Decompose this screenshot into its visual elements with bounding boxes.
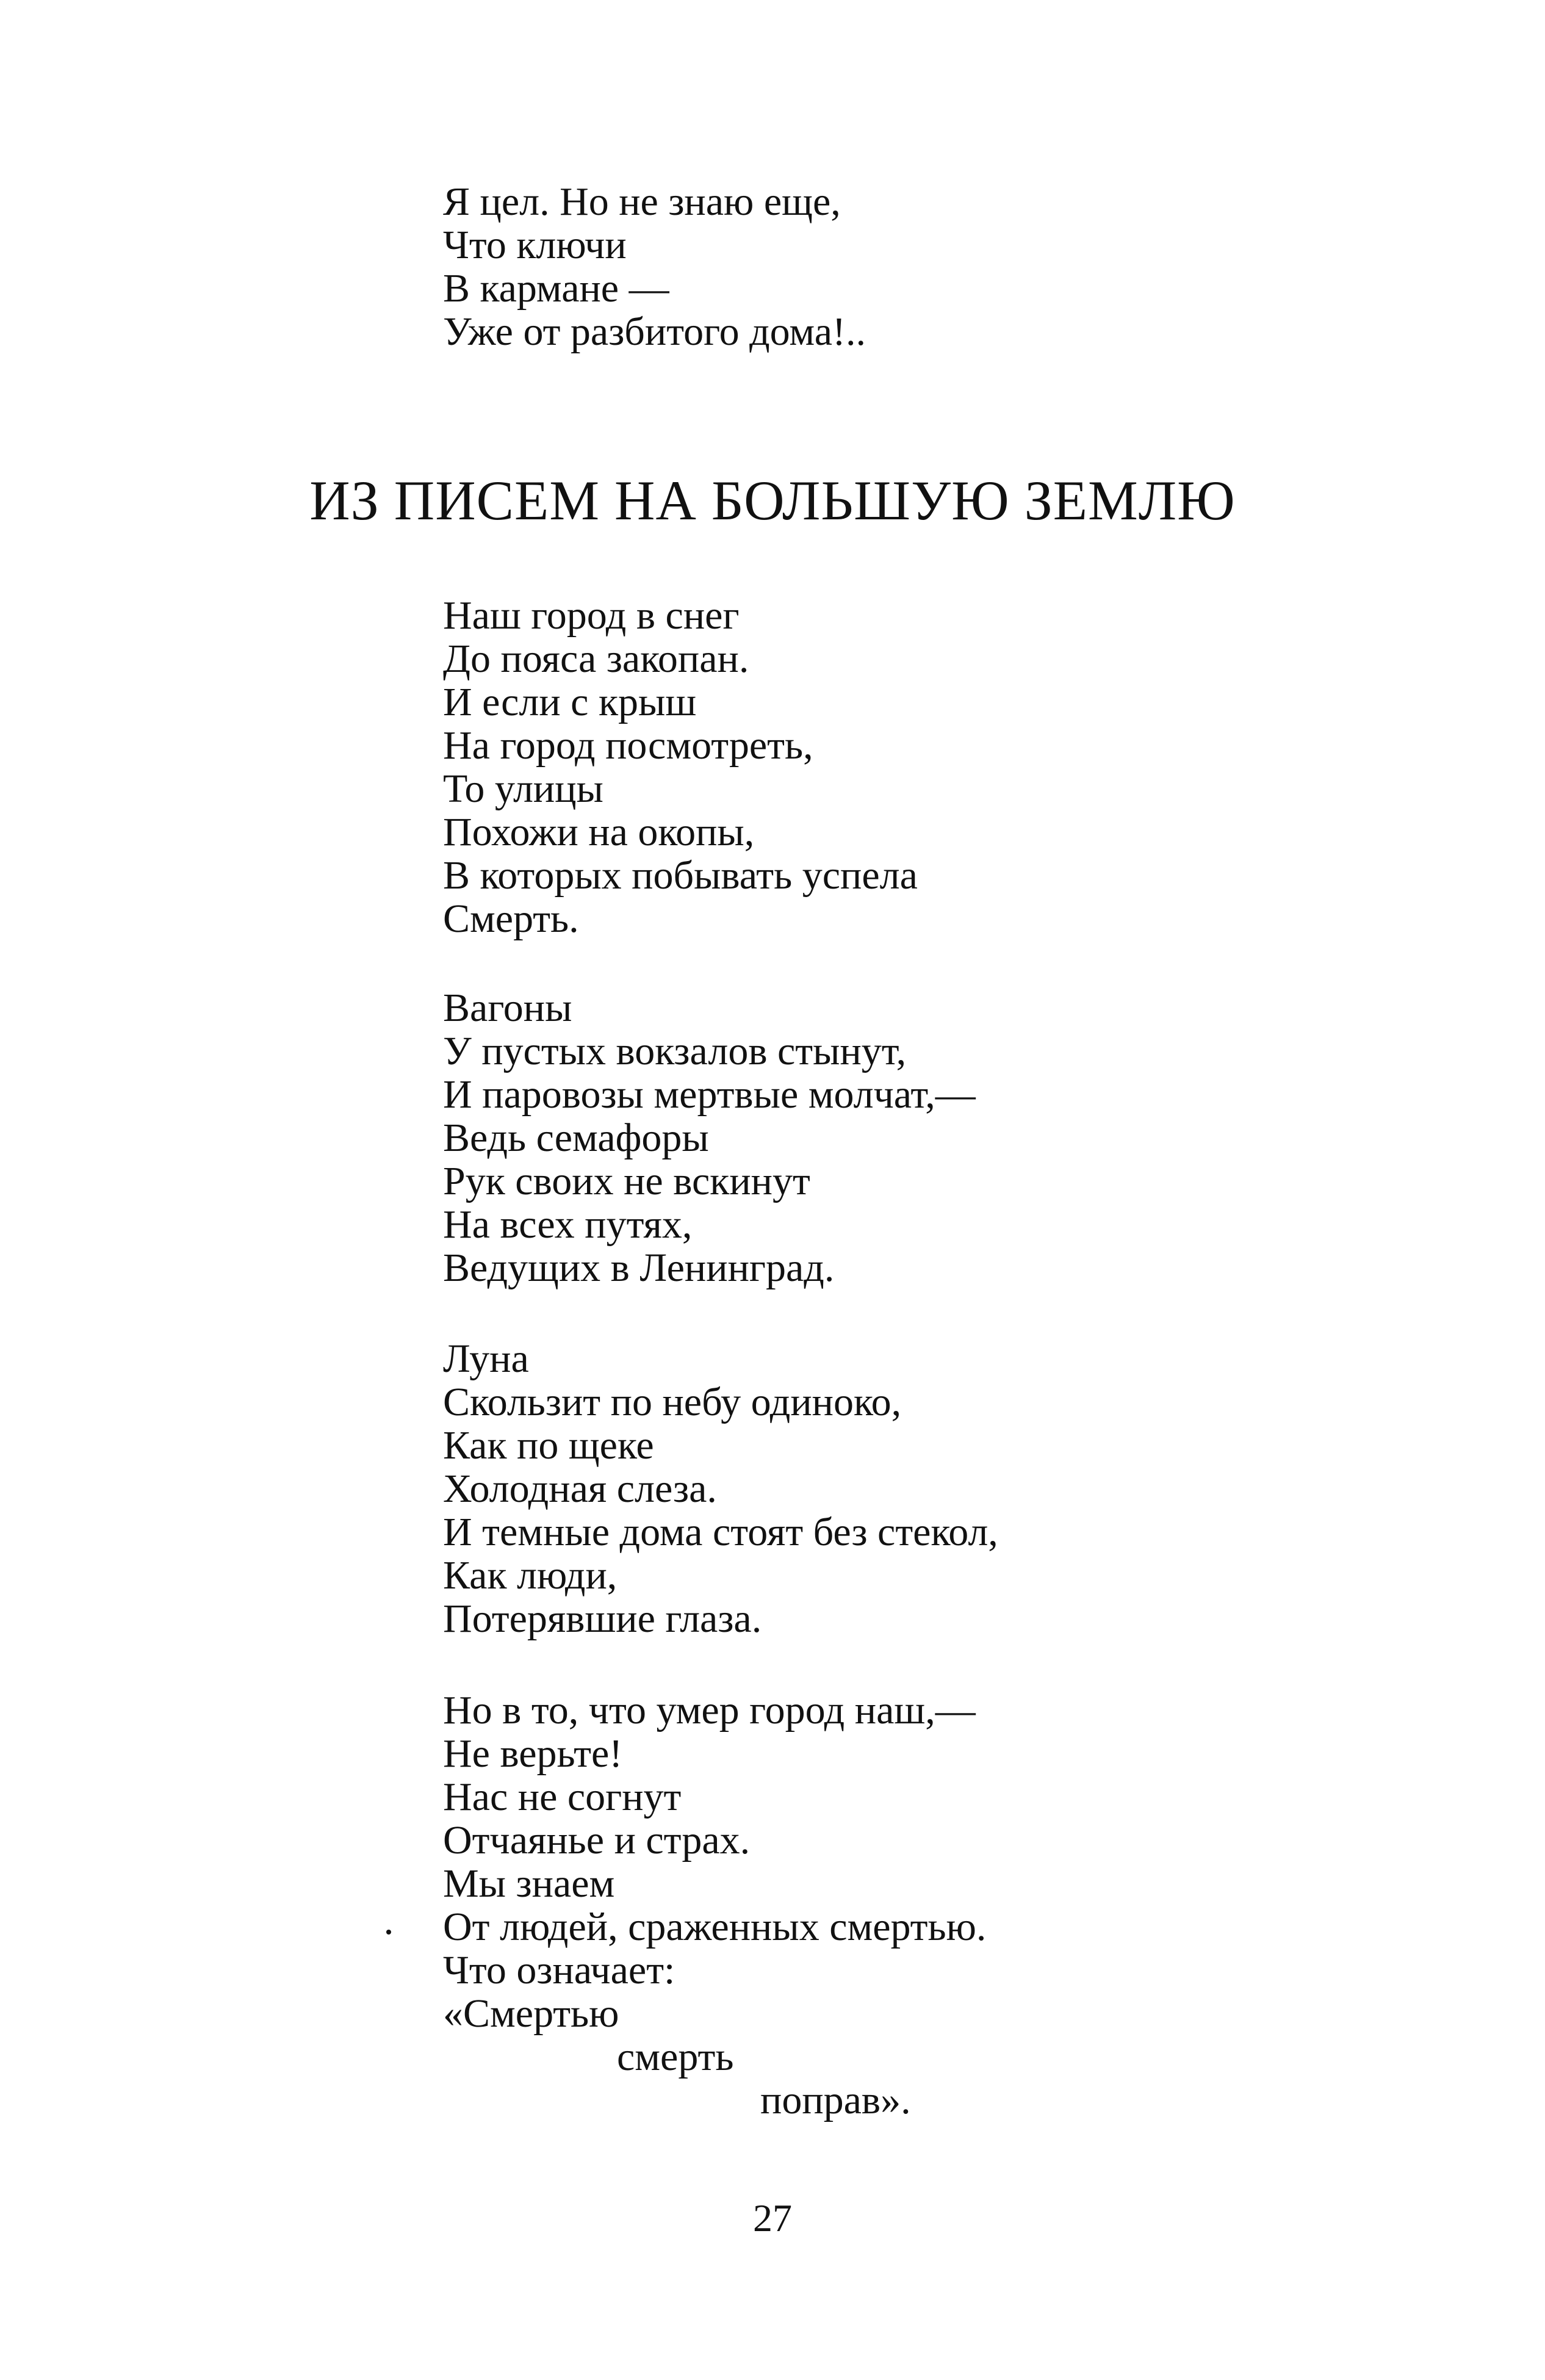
print-speck [386,1930,391,1935]
poem-line: «Смертью [443,1991,619,2036]
poem-line: Ведущих в Ленинград. [443,1246,835,1290]
stanza-1 [443,594,1358,940]
stanza-2 [443,986,1358,1289]
poem-line: Что означает: [443,1948,675,1992]
poem-line: И если с крыш [443,680,697,724]
poem-line: Мы знаем [443,1861,615,1906]
poem-line: Вагоны [443,986,572,1030]
poem-line: Как по щеке [443,1423,654,1468]
poem-line: До пояса закопан. [443,636,749,681]
poem-line: Отчаянье и страх. [443,1818,751,1863]
poem-line: смерть [617,2035,734,2079]
poem-line: В кармане — [443,266,669,311]
top-poem-ending [443,180,1358,353]
poem-line: Но в то, что умер город наш,— [443,1688,976,1733]
poem-line: Что ключи [443,223,627,267]
poem-line: На город посмотреть, [443,723,813,768]
poem-title: ИЗ ПИСЕМ НА БОЛЬШУЮ ЗЕМЛЮ [309,469,1236,532]
poem-line: В которых побывать успела [443,853,918,898]
poem-line: Наш город в снег [443,593,740,638]
poem-line: поправ». [760,2078,911,2122]
poem-line: И темные дома стоят без стекол, [443,1510,998,1554]
stanza-3 [443,1337,1358,1640]
poem-line: Как люди, [443,1553,618,1598]
poem-line: Луна [443,1336,529,1381]
poem-line: На всех путях, [443,1202,693,1247]
poem-line: Нас не согнут [443,1775,682,1819]
poem-line: Я цел. Но не знаю еще, [443,179,841,224]
poem-line: Смерть. [443,896,579,941]
poem-line: Холодная слеза. [443,1466,717,1511]
poem-line: Ведь семафоры [443,1116,709,1160]
poem-line: Не верьте! [443,1731,623,1776]
poem-line: Потерявшие глаза. [443,1596,762,1641]
poem-line: Уже от разбитого дома!.. [443,309,866,354]
poem-line: Скользит по небу одиноко, [443,1380,902,1424]
page-number: 27 [753,2196,792,2240]
poem-line: У пустых вокзалов стынут, [443,1029,907,1073]
poem-line: От людей, сраженных смертью. [443,1905,987,1949]
poem-line: Рук своих не вскинут [443,1159,810,1203]
stanza-4 [443,1689,1358,2122]
poem-line: То улицы [443,766,603,811]
poem-line: И паровозы мертвые молчат,— [443,1072,976,1117]
poem-line: Похожи на окопы, [443,810,755,854]
